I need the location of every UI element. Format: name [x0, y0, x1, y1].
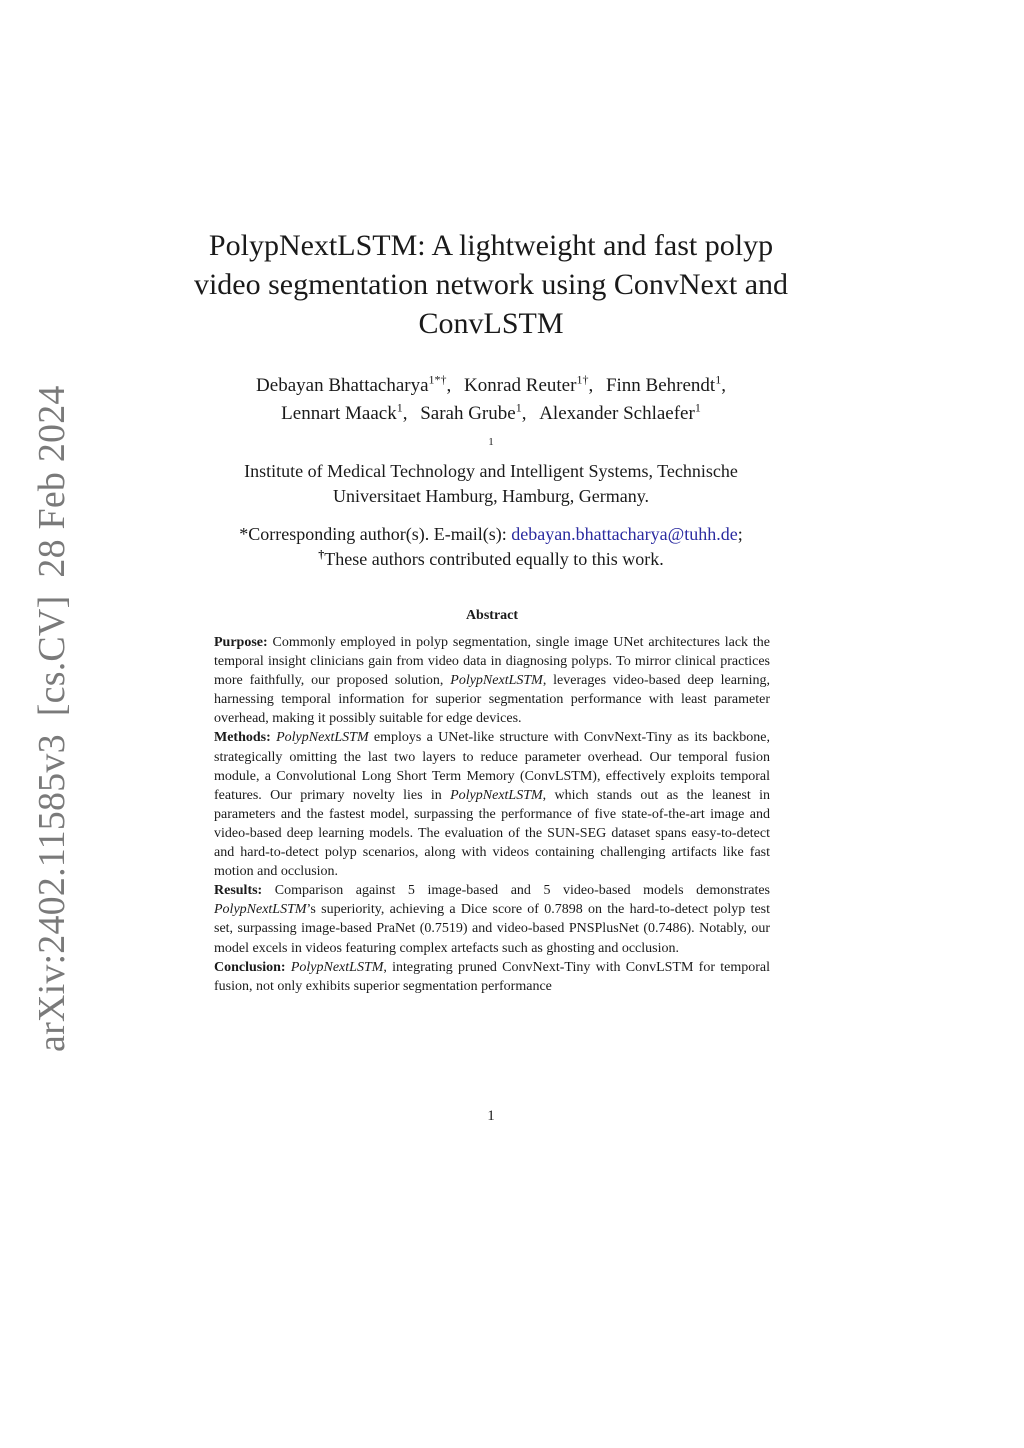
correspondence-prefix: *Corresponding author(s). E-mail(s):	[239, 524, 512, 544]
page-number: 1	[487, 1108, 495, 1124]
abstract-purpose: Purpose: Commonly employed in polyp segmentation, single image UNet architectures lack the temporal insight clinicians gain from video data in diagnosing polyps. To mirror clinical practices more faithfully, our proposed solution, PolypNextLSTM, leverages video-based deep learning, harnessing temporal information for superior segmentation performance with least parameter overhead, making it possibly suitable for edge devices.	[214, 635, 770, 727]
title-line: video segmentation network using ConvNext and	[193, 268, 789, 301]
abstract-conclusion: Conclusion: PolypNextLSTM, integrating pruned ConvNext-Tiny with ConvLSTM for temporal fusion, not only exhibits superior segmentation performance	[214, 959, 771, 994]
abstract-body	[214, 633, 770, 996]
author-list	[150, 372, 832, 428]
author-line	[150, 372, 832, 400]
author: Alexander Schlaefer$^1$	[539, 400, 701, 424]
title-line: PolypNextLSTM: A lightweight and fast polyp	[208, 229, 774, 262]
affiliation-marker: 1	[488, 436, 494, 448]
arxiv-category: [cs.CV]	[31, 595, 73, 717]
author: Lennart Maack$^1$,	[281, 400, 408, 424]
author: Debayan Bhattacharya$^{1*\dagger}$,	[256, 372, 452, 396]
affiliation	[190, 434, 792, 509]
email-link[interactable]: debayan.bhattacharya@tuhh.de	[511, 524, 738, 544]
abstract-results: Results: Comparison against 5 image-based and 5 video-based models demonstrates PolypNextLSTM’s superiority, achieving a Dice score of 0.7898 on the hard-to-detect polyp test set, surpassing image-based PraNet (0.7519) and video-based PNSPlusNet (0.7486). Notably, our model excels in videos featuring complex artefacts such as ghosting and occlusion.	[214, 883, 770, 956]
equal-contribution-note: These authors contributed equally to this work.	[324, 549, 664, 569]
arxiv-identifier-stamp	[30, 385, 74, 1052]
dagger-marker: †	[318, 547, 325, 561]
abstract-methods: Methods: PolypNextLSTM employs a UNet-like structure with ConvNext-Tiny as its backbone, strategically omitting the last two layers to reduce parameter overhead. Our temporal fusion module, a Convolutional Long Short Term Memory (ConvLSTM), effectively exploits temporal features. Our primary novelty lies in PolypNextLSTM, which stands out as the leanest in parameters and the fastest model, surpassing the performance of five state-of-the-art image and video-based deep learning models. The evaluation of the SUN-SEG dataset spans easy-to-detect and hard-to-detect polyp scenarios, along with videos containing challenging artifacts like fast motion and occlusion.	[214, 730, 770, 880]
title-line: ConvLSTM	[418, 307, 564, 340]
abstract-heading: Abstract	[465, 608, 519, 623]
arxiv-date: 28 Feb 2024	[31, 385, 73, 578]
paper-title	[190, 226, 792, 343]
arxiv-id: arXiv:2402.11585v3	[31, 734, 73, 1052]
author: Finn Behrendt$^1$,	[605, 372, 726, 396]
correspondence-note: *Corresponding author(s). E-mail(s): debayan.bhattacharya@tuhh.de; †These authors contributed equally to this work.	[239, 524, 743, 569]
author: Sarah Grube$^1$,	[420, 400, 527, 424]
author-line	[150, 400, 832, 428]
author: Konrad Reuter$^{1\dagger}$,	[464, 372, 594, 396]
affiliation-line: Universitaet Hamburg, Hamburg, Germany.	[332, 486, 650, 506]
affiliation-line: Institute of Medical Technology and Intelligent Systems, Technische	[244, 461, 738, 481]
